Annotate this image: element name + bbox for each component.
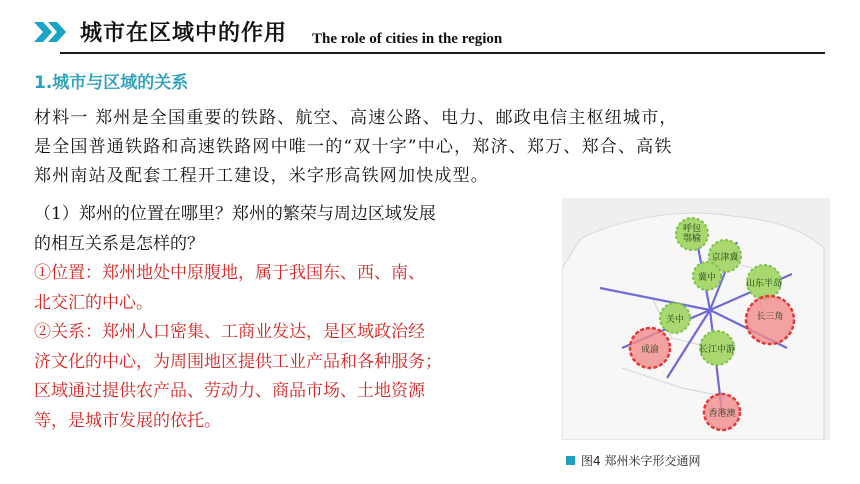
- map-label-shandong: 山东半岛: [745, 279, 783, 289]
- answer-line: ②关系：郑州人口密集、工商业发达，是区域政治经: [34, 322, 425, 342]
- map-label-guanzhong: 关中: [665, 315, 685, 325]
- figure-caption: [566, 452, 700, 469]
- map-label-changjiang: 长江中游: [698, 345, 736, 355]
- map-label-hubao: 呼包鄂榆: [682, 224, 702, 244]
- header-divider: [60, 52, 825, 54]
- material-line: 是全国普通铁路和高速铁路网中唯一的“双十字”中心，郑济、郑万、郑合、高铁: [34, 137, 673, 157]
- question-line: （1）郑州的位置在哪里？郑州的繁荣与周边区域发展: [34, 204, 436, 224]
- answer-line: 北交汇的中心。: [34, 292, 153, 313]
- map-label-changsanjiao: 长三角: [756, 312, 784, 322]
- header: [0, 0, 860, 52]
- question-answer-block: [34, 200, 554, 436]
- zhengzhou-rail-network-map: [562, 198, 830, 440]
- question-line: 的相互关系是怎样的？: [34, 233, 204, 254]
- map-label-xianggang: 香港澳: [708, 409, 736, 419]
- answer-line: 济文化的中心，为周围地区提供工业产品和各种服务；: [34, 351, 442, 372]
- map-label-jizhong: 冀中: [697, 273, 717, 283]
- double-chevron-icon: [34, 22, 68, 42]
- caption-text: 图4 郑州米字形交通网: [581, 454, 701, 468]
- material-line: 郑州南站及配套工程开工建设，米字形高铁网加快成型。: [34, 166, 489, 186]
- answer-line: 等，是城市发展的依托。: [34, 410, 221, 431]
- caption-square-icon: [566, 456, 575, 465]
- page-title: 城市在区域中的作用: [80, 21, 288, 46]
- material-paragraph: [34, 104, 834, 191]
- answer-line: 区域通过提供农产品、劳动力、商品市场、土地资源: [34, 381, 425, 401]
- map-label-jingjinji: 京津冀: [711, 253, 739, 263]
- answer-line: ①位置：郑州地处中原腹地，属于我国东、西、南、: [34, 263, 425, 283]
- material-line: 材料一 郑州是全国重要的铁路、航空、高速公路、电力、邮政电信主枢纽城市，: [34, 108, 678, 128]
- map-label-chengyu: 成渝: [640, 345, 660, 355]
- section-heading: 1.城市与区域的关系: [34, 73, 189, 93]
- page-subtitle-en: The role of cities in the region: [312, 31, 503, 47]
